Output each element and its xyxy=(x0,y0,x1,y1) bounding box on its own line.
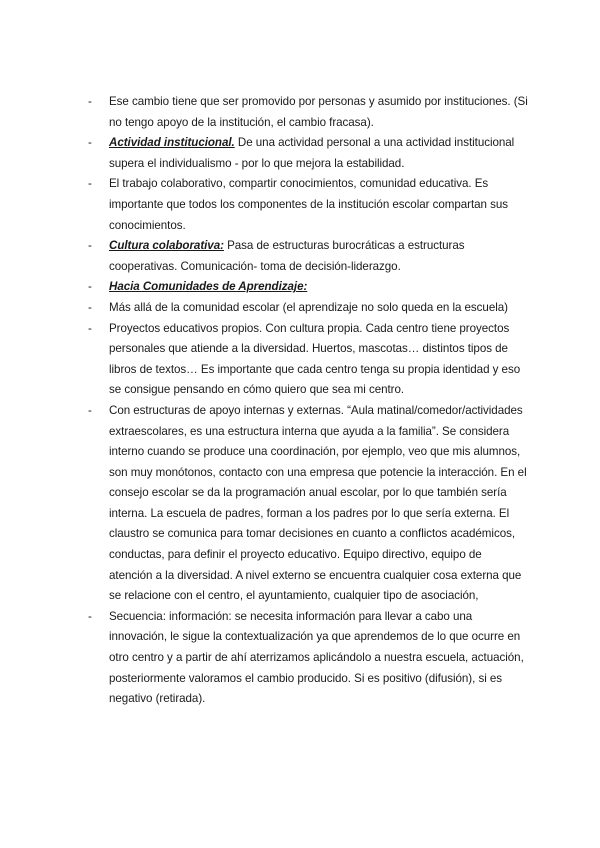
item-text: Ese cambio tiene que ser promovido por personas y asumido por instituciones. (Si no tengo apoyo de la institución, el cambio fracasa). xyxy=(109,95,528,129)
list-item xyxy=(88,174,528,236)
item-heading: Actividad institucional. xyxy=(109,136,235,150)
list-item xyxy=(88,401,528,607)
item-text: Con estructuras de apoyo internas y externas. “Aula matinal/comedor/actividades extraescolares, es una estructura interna que ayuda a la familia”. Se considera interno cuando se produce una coordinación, por ejemplo, veo que mis alumnos, son muy monótonos, contacto con una empresa que potencie la interacción. En el consejo escolar se da la programación anual escolar, por lo que también sería interna. La escuela de padres, forman a los padres por lo que sería externa. El claustro se comunica para tomar decisiones en cuanto a conflictos académicos, conductas, para definir el proyecto educativo. Equipo directivo, equipo de atención a la diversidad. A nivel externo se encuentra cualquier cosa externa que se relacione con el centro, el ayuntamiento, cualquier tipo de asociación, xyxy=(109,403,527,603)
list-item xyxy=(88,607,528,710)
list-item xyxy=(88,236,528,277)
item-text: El trabajo colaborativo, compartir conocimientos, comunidad educativa. Es importante que todos los componentes de la institución escolar compartan sus conocimientos. xyxy=(109,177,508,232)
dash-marker: - xyxy=(88,300,92,314)
item-text: De una actividad personal a una actividad institucional supera el individualismo - por lo que mejora la estabilidad. xyxy=(109,136,515,170)
list-item xyxy=(88,92,528,133)
item-text: Proyectos educativos propios. Con cultura propia. Cada centro tiene proyectos personales que atiende a la diversidad. Huertos, mascotas… distintos tipos de libros de textos… Es importante que cada centro tenga su propia identidad y eso se consigue pensando en cómo quiero que sea mi centro. xyxy=(109,321,521,397)
list-item xyxy=(88,277,528,298)
item-text: Pasa de estructuras burocráticas a estructuras cooperativas. Comunicación- toma de decisión-liderazgo. xyxy=(109,239,465,273)
dash-marker: - xyxy=(88,280,92,294)
bullet-list xyxy=(88,92,528,710)
item-text: Secuencia: información: se necesita información para llevar a cabo una innovación, le sigue la contextualización ya que aprendemos de lo que ocurre en otro centro y a partir de ahí aterrizamos aplicándolo a nuestra escuela, actuación, posteriormente valoramos el cambio producido. Si es positivo (difusión), si es negativo (retirada). xyxy=(109,609,524,706)
dash-marker: - xyxy=(88,177,92,191)
section-heading: Hacia Comunidades de Aprendizaje: xyxy=(109,280,308,294)
dash-marker: - xyxy=(88,609,92,623)
dash-marker: - xyxy=(88,95,92,108)
item-heading: Cultura colaborativa: xyxy=(109,239,224,253)
dash-marker: - xyxy=(88,403,92,417)
list-item xyxy=(88,319,528,401)
list-item xyxy=(88,133,528,174)
dash-marker: - xyxy=(88,136,92,150)
list-item xyxy=(88,298,528,319)
dash-marker: - xyxy=(88,321,92,335)
item-text: Más allá de la comunidad escolar (el aprendizaje no solo queda en la escuela) xyxy=(109,300,508,314)
dash-marker: - xyxy=(88,239,92,253)
